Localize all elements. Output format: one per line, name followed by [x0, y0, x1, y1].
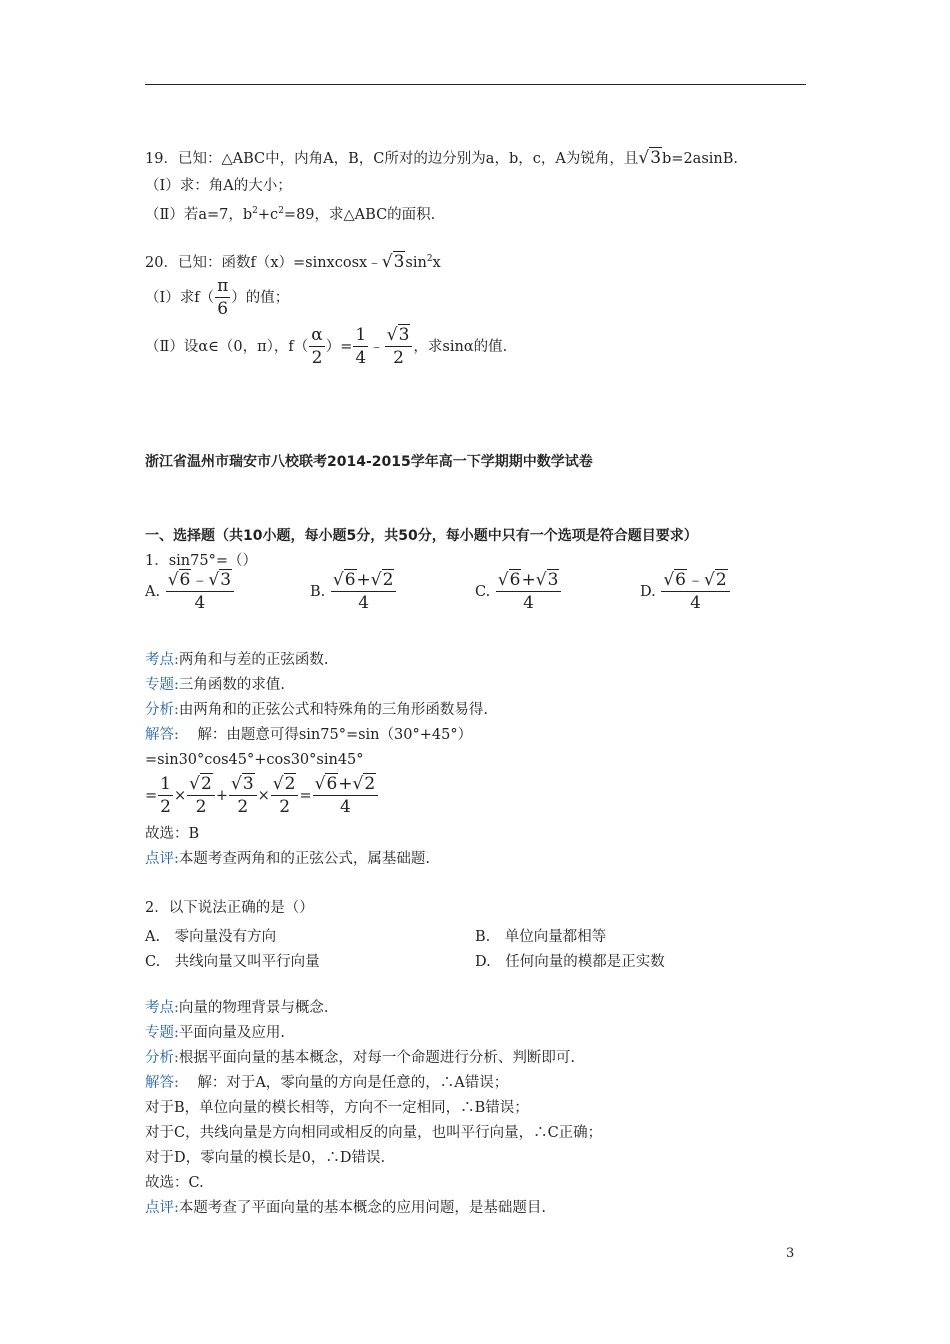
q1-dianping: 点评:本题考查两角和的正弦公式，属基础题. — [145, 851, 430, 867]
q2-line2: 对于B，单位向量的模长相等，方向不一定相同，∴B错误； — [145, 1100, 529, 1116]
q1-step3: = $\frac{1}{2}$ × $\frac{√2}{2}$ + $\frac{√3}{2}$ × $\frac{√2}{2}$ = $\frac{√6+√2}{4}$ — [145, 774, 379, 818]
fraction-pi-over-6: $\frac{\pi}{6}$ — [217, 276, 229, 319]
q1-guxuan: 故选：B — [145, 826, 200, 842]
fraction-sqrt3-over-2: $\frac{√3}{2}$ — [385, 327, 413, 367]
q20-line1: 20．已知：函数$f(x)=sinxcosx﹣√3\sin^2x$ — [145, 251, 441, 272]
section-title: 一、选择题（共10小题，每小题5分，共50分，每小题中只有一个选项是符合题目要求） — [145, 528, 698, 544]
fraction-alpha-over-2: $\frac{\alpha}{2}$ — [311, 325, 323, 368]
q1-zhuanti: 专题:三角函数的求值. — [145, 677, 285, 693]
q1-option-b: B. $\frac{√6+√2}{4}$ — [310, 572, 397, 612]
q1-option-c: C. $\frac{√6+√3}{4}$ — [475, 572, 562, 612]
q19-line1: 19．已知：△ABC中，内角A，B，C所对的边分别为a，b，c，A为锐角，且√3b=2asinB. — [145, 148, 738, 168]
q1-jieda: 解答: 解：由题意可得sin75°=sin（30°+45°） — [145, 727, 473, 743]
header-rule — [145, 84, 806, 85]
q2-option-d: D. 任何向量的模都是正实数 — [475, 954, 665, 970]
q1-fenxi: 分析:由两角和的正弦公式和特殊角的三角形函数易得. — [145, 702, 488, 718]
q2-kaodian: 考点:向量的物理背景与概念. — [145, 1000, 329, 1016]
q1-option-a: A. $\frac{√6﹣√3}{4}$ — [145, 572, 235, 612]
q2-jieda: 解答: 解：对于A，零向量的方向是任意的，∴A错误； — [145, 1075, 509, 1091]
q2-zhuanti: 专题:平面向量及应用. — [145, 1025, 285, 1041]
q20-part1: （Ⅰ）求f（ $\frac{\pi}{6}$ ）的值； — [145, 276, 290, 319]
q1-kaodian: 考点:两角和与差的正弦函数. — [145, 652, 329, 668]
sqrt-symbol: √3 — [638, 148, 662, 168]
q2-line3: 对于C，共线向量是方向相同或相反的向量，也叫平行向量，∴C正确； — [145, 1125, 603, 1141]
q2-option-a: A. 零向量没有方向 — [145, 929, 277, 945]
q19-part2: （Ⅱ）若a=7，$b^2+c^2=89$，求△ABC的面积. — [145, 206, 436, 223]
q2-dianping: 点评:本题考查了平面向量的基本概念的应用问题，是基础题目. — [145, 1200, 546, 1216]
page-number: 3 — [786, 1246, 795, 1261]
q2-option-b: B. 单位向量都相等 — [475, 929, 607, 945]
q1-step2: =sin30°cos45°+cos30°sin45° — [145, 752, 364, 768]
fraction-1-over-4: $\frac{1}{4}$ — [355, 325, 367, 368]
q2-fenxi: 分析:根据平面向量的基本概念，对每一个命题进行分析、判断即可. — [145, 1050, 575, 1066]
q2-guxuan: 故选：C. — [145, 1175, 204, 1191]
q2-line4: 对于D，零向量的模长是0，∴D错误. — [145, 1150, 386, 1166]
q20-part2: （Ⅱ）设α∈（0，π），f（ $\frac{\alpha}{2}$ ）= $\frac{1}{4}$ ﹣ $\frac{√3}{2}$ ，求sinα的值. — [145, 325, 508, 368]
q19-part1: （Ⅰ）求：角A的大小； — [145, 178, 292, 194]
q2-stem: 2．以下说法正确的是（） — [145, 900, 314, 916]
q2-option-c: C. 共线向量又叫平行向量 — [145, 954, 320, 970]
q1-option-d: D. $\frac{√6﹣√2}{4}$ — [640, 572, 731, 612]
exam-title: 浙江省温州市瑞安市八校联考2014-2015学年高一下学期期中数学试卷 — [145, 454, 593, 470]
q1-stem: 1．sin75°=（） — [145, 553, 257, 569]
sqrt-symbol: √3 — [381, 251, 405, 272]
